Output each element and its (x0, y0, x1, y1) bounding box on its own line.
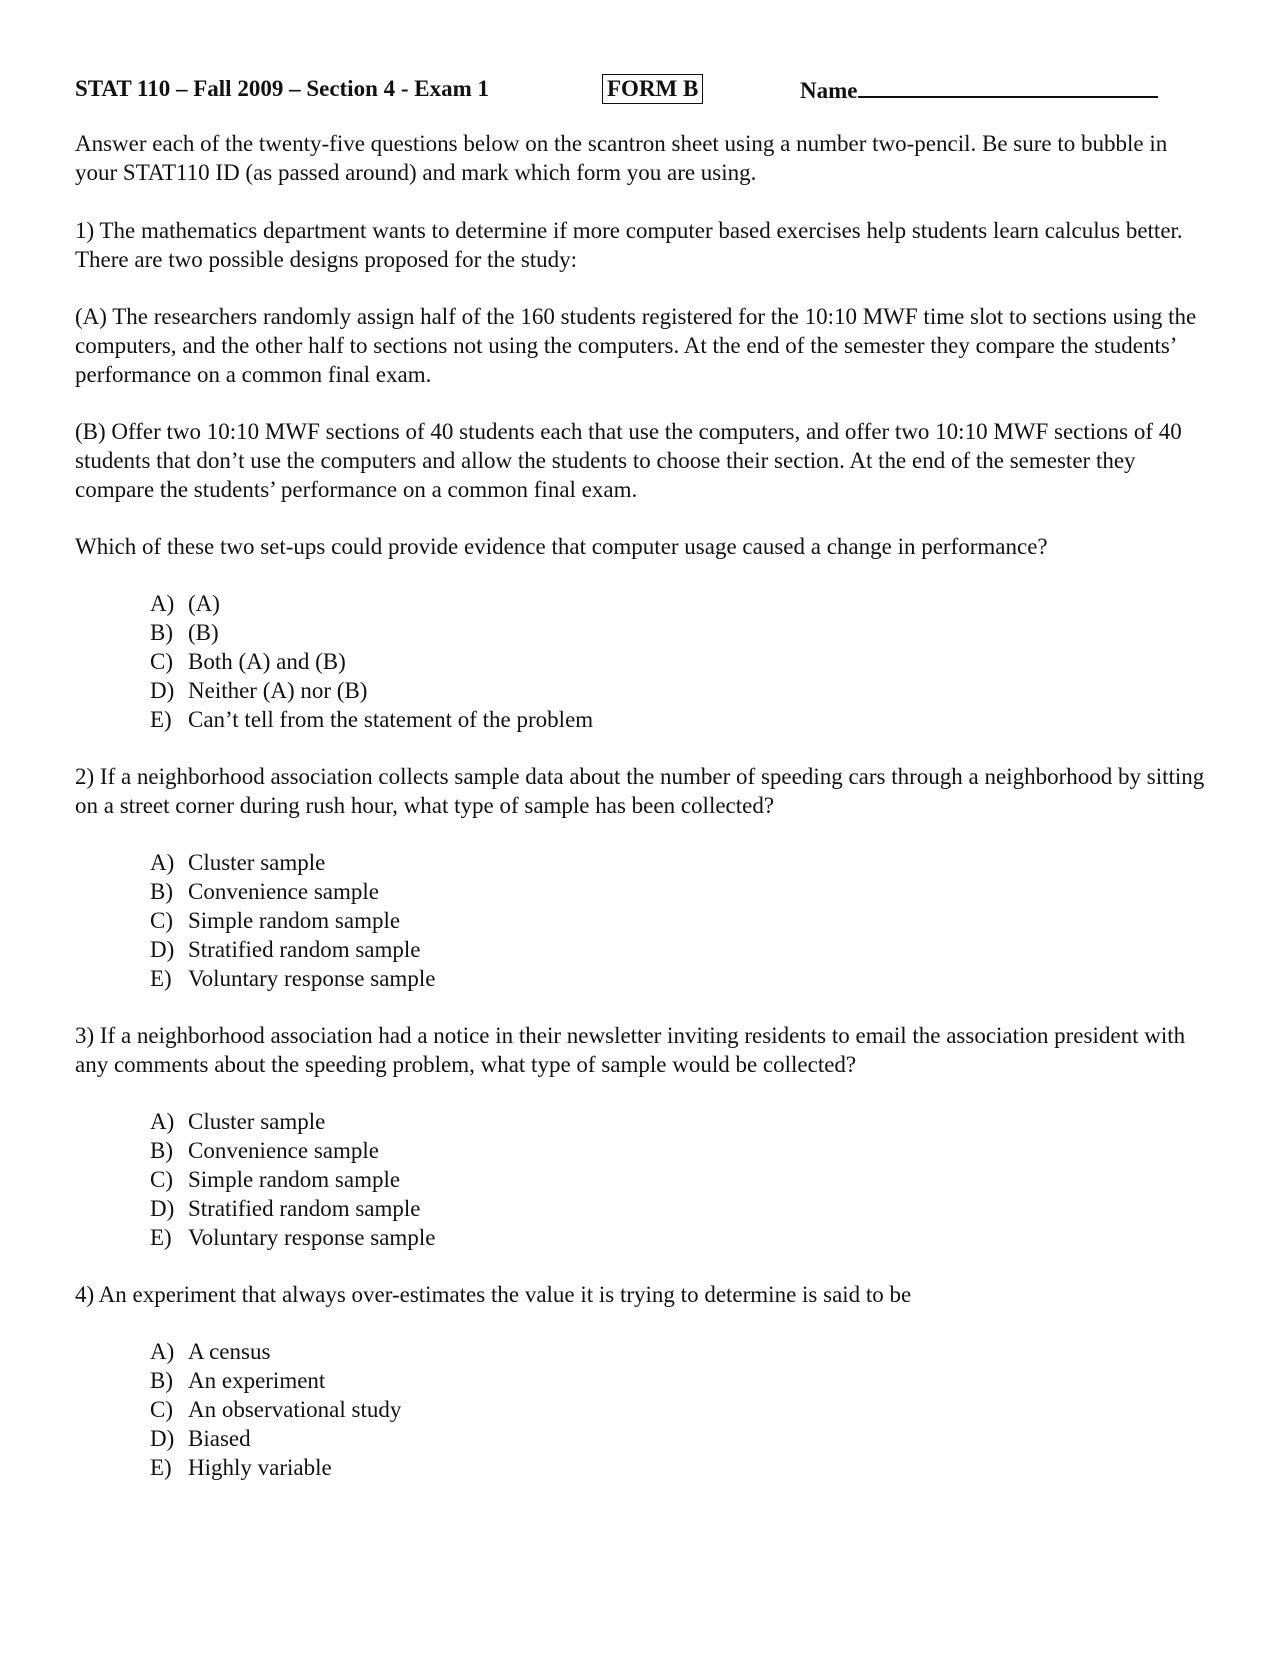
question-1-prompt: Which of these two set-ups could provide evidence that computer usage caused a change in performance? (75, 534, 1048, 559)
option-text: Convenience sample (188, 879, 379, 904)
option-a (150, 589, 1215, 618)
option-letter: D) (150, 678, 175, 703)
option-c (150, 906, 1215, 935)
option-d (150, 676, 1215, 705)
question-3 (75, 1021, 1215, 1252)
question-1 (75, 216, 1215, 734)
question-3-options (75, 1107, 1215, 1252)
option-text: Can’t tell from the statement of the problem (188, 707, 594, 732)
option-letter: B) (150, 620, 173, 645)
option-letter: C) (150, 1167, 173, 1192)
option-letter: D) (150, 937, 175, 962)
name-blank-line (858, 76, 1158, 98)
instructions: Answer each of the twenty-five questions below on the scantron sheet using a number two-pencil. Be sure to bubble in your STAT110 ID (as passed around) and mark which form you are using. (75, 131, 1168, 185)
option-letter: E) (150, 1455, 172, 1480)
option-text: An experiment (188, 1368, 326, 1393)
option-c (150, 1395, 1215, 1424)
option-d (150, 935, 1215, 964)
option-text: Neither (A) nor (B) (188, 678, 368, 703)
option-letter: A) (150, 591, 175, 616)
exam-title: STAT 110 – Fall 2009 – Section 4 - Exam 1 (75, 76, 490, 101)
option-c (150, 1165, 1215, 1194)
question-4-options (75, 1337, 1215, 1482)
option-letter: E) (150, 1225, 172, 1250)
option-letter: C) (150, 649, 173, 674)
option-text: (A) (188, 591, 220, 616)
option-text: (B) (188, 620, 219, 645)
option-text: Simple random sample (188, 908, 401, 933)
option-text: Stratified random sample (188, 937, 421, 962)
option-c (150, 647, 1215, 676)
option-text: Voluntary response sample (188, 1225, 436, 1250)
option-text: Stratified random sample (188, 1196, 421, 1221)
question-1-options (75, 589, 1215, 734)
question-1-intro: 1) The mathematics department wants to determine if more computer based exercises help students learn calculus better. There are two possible designs proposed for the study: (75, 218, 1183, 272)
question-2 (75, 762, 1215, 993)
option-letter: A) (150, 1109, 175, 1134)
option-d (150, 1424, 1215, 1453)
name-field (800, 76, 1158, 104)
question-1-design-b: (B) Offer two 10:10 MWF sections of 40 students each that use the computers, and offer two 10:10 MWF sections of 40 students that don’t use the computers and allow the students to choose their section. At the end of the semester they compare the students’ performance on a common final exam. (75, 419, 1182, 502)
exam-header (75, 70, 1215, 112)
option-e (150, 1223, 1215, 1252)
option-b (150, 618, 1215, 647)
option-text: Both (A) and (B) (188, 649, 346, 674)
option-letter: E) (150, 707, 172, 732)
option-a (150, 1107, 1215, 1136)
option-letter: D) (150, 1426, 175, 1451)
option-b (150, 877, 1215, 906)
option-letter: B) (150, 1138, 173, 1163)
option-b (150, 1136, 1215, 1165)
option-letter: A) (150, 1339, 175, 1364)
question-4 (75, 1280, 1215, 1482)
option-b (150, 1366, 1215, 1395)
option-text: Convenience sample (188, 1138, 379, 1163)
form-label: FORM B (602, 74, 703, 104)
option-text: Biased (188, 1426, 251, 1451)
question-2-prompt: 2) If a neighborhood association collects sample data about the number of speeding cars through a neighborhood by sitting on a street corner during rush hour, what type of sample has been collected? (75, 764, 1205, 818)
option-text: A census (188, 1339, 271, 1364)
question-2-options (75, 848, 1215, 993)
exam-page (75, 70, 1215, 1482)
option-d (150, 1194, 1215, 1223)
option-a (150, 1337, 1215, 1366)
question-3-prompt: 3) If a neighborhood association had a notice in their newsletter inviting residents to email the association president with any comments about the speeding problem, what type of sample would be collected? (75, 1023, 1186, 1077)
option-text: An observational study (188, 1397, 402, 1422)
option-letter: C) (150, 908, 173, 933)
option-letter: A) (150, 850, 175, 875)
option-letter: B) (150, 879, 173, 904)
option-letter: B) (150, 1368, 173, 1393)
option-e (150, 705, 1215, 734)
option-letter: E) (150, 966, 172, 991)
option-text: Highly variable (188, 1455, 332, 1480)
name-label: Name (800, 78, 858, 103)
option-text: Cluster sample (188, 850, 326, 875)
option-a (150, 848, 1215, 877)
option-letter: C) (150, 1397, 173, 1422)
question-4-prompt: 4) An experiment that always over-estimates the value it is trying to determine is said to be (75, 1282, 912, 1307)
option-e (150, 964, 1215, 993)
option-letter: D) (150, 1196, 175, 1221)
option-text: Simple random sample (188, 1167, 401, 1192)
question-1-design-a: (A) The researchers randomly assign half of the 160 students registered for the 10:10 MWF time slot to sections using the computers, and the other half to sections not using the computers. At the end of the semester they compare the students’ performance on a common final exam. (75, 304, 1197, 387)
option-text: Cluster sample (188, 1109, 326, 1134)
option-e (150, 1453, 1215, 1482)
option-text: Voluntary response sample (188, 966, 436, 991)
